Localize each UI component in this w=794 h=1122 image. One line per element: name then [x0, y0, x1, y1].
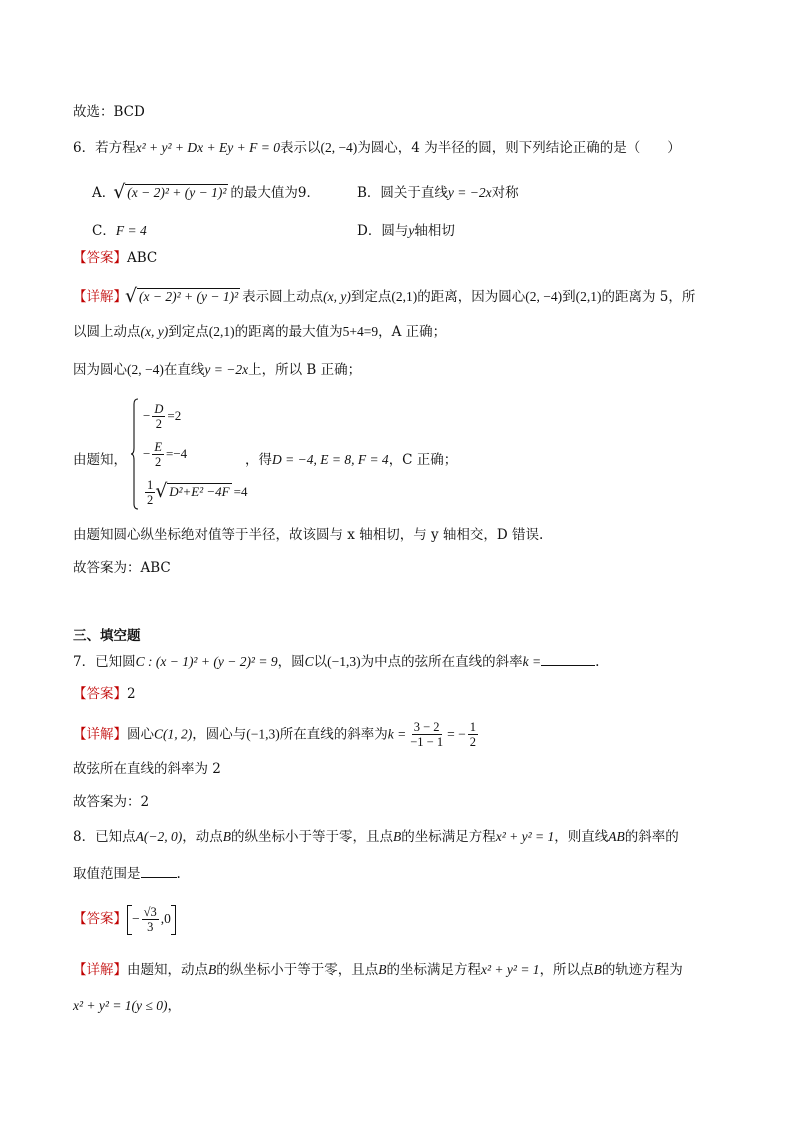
q8-answer: 【答案】 − $\frac{√3}{3}$ ,0: [73, 905, 176, 935]
q6-option-b: B．圆关于直线y = −2x对称: [357, 185, 519, 201]
q6-system-result: ，得D = −4, E = 8, F = 4，C 正确；: [245, 452, 458, 468]
system-eq-1: − $\frac{D}{2}$ =2: [143, 402, 182, 432]
system-eq-3: $\frac{1}{2}$ √ D²+E² −4F =4: [143, 478, 247, 508]
q6-equation-system: [73, 398, 793, 513]
q6-detail-line-1: 【详解】√ (x − 2)² + (y − 1)² 表示圆上动点(x, y)到定点(2,1)的距离，因为圆心(2, −4)到(2,1)的距离为 5，所: [73, 288, 695, 305]
q6-detail-line-5: 由题知圆心纵坐标绝对值等于半径，故该圆与 x 轴相切，与 y 轴相交，D 错误.: [73, 527, 544, 543]
q6-stem: 6．若方程x² + y² + Dx + Ey + F = 0表示以(2, −4)为圆心，4 为半径的圆，则下列结论正确的是（ ）: [73, 140, 681, 156]
q7-stem: 7．已知圆C : (x − 1)² + (y − 2)² = 9，圆C以(−1,3)为中点的弦所在直线的斜率k = .: [73, 654, 600, 670]
q7-detail-line-1: 【详解】圆心C(1, 2)，圆心与(−1,3)所在直线的斜率为k = $\frac{3 - 2}{-1 - 1}$ = − $\frac{1}{2}$: [73, 720, 476, 750]
left-brace-icon: [131, 398, 139, 510]
q6-system-prefix: 由题知，: [73, 452, 127, 468]
q6-answer: 【答案】ABC: [73, 250, 158, 266]
q6-option-a: A．√ (x − 2)² + (y − 1)² 的最大值为9．: [92, 181, 320, 201]
system-eq-2: − $\frac{E}{2}$ =−4: [143, 440, 188, 470]
q8-detail-line-1: 【详解】由题知，动点B的纵坐标小于等于零，且点B的坐标满足方程x² + y² = 1，所以点B的轨迹方程为: [73, 962, 683, 978]
q8-detail-line-2: x² + y² = 1(y ≤ 0)，: [73, 998, 181, 1014]
q8-stem-line-1: 8．已知点A(−2, 0)，动点B的纵坐标小于等于零，且点B的坐标满足方程x² + y² = 1，则直线AB的斜率的: [73, 829, 679, 845]
q6-option-d: D．圆与y轴相切: [357, 223, 455, 239]
q7-answer: 【答案】2: [73, 686, 136, 702]
q6-option-c: C．F = 4: [92, 223, 147, 239]
q8-stem-line-2: 取值范围是 .: [73, 866, 181, 882]
q7-final-answer: 故答案为：2: [73, 794, 150, 810]
previous-final-choice: 故选：BCD: [73, 104, 145, 120]
section-title: 三、填空题: [73, 628, 141, 644]
q7-detail-line-2: 故弦所在直线的斜率为 2: [73, 761, 221, 777]
q6-detail-line-2: 以圆上动点(x, y)到定点(2,1)的距离的最大值为5+4=9，A 正确；: [73, 324, 447, 340]
q6-detail-line-3: 因为圆心(2, −4)在直线y = −2x上，所以 B 正确；: [73, 362, 362, 378]
q6-final-answer: 故答案为：ABC: [73, 560, 171, 576]
